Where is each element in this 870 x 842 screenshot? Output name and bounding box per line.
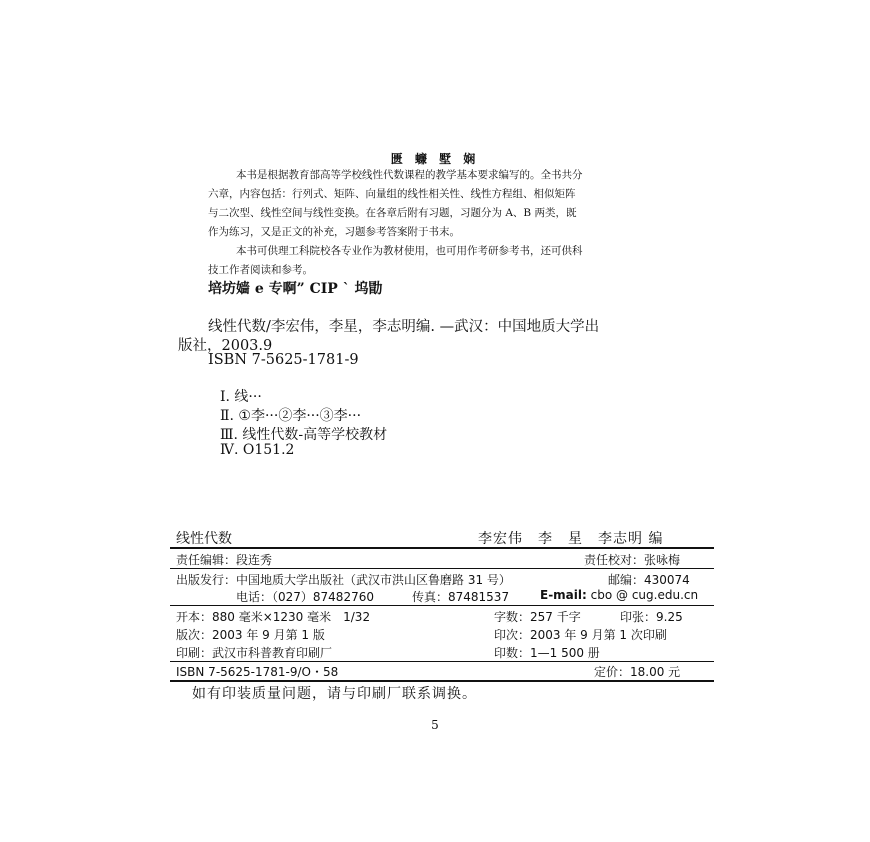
imprint-proofreader: 责任校对：张咏梅 (584, 553, 681, 567)
imprint-sheets: 印张：9.25 (620, 610, 683, 624)
cip-class-2: Ⅱ. ①李···②李···③李··· (220, 408, 362, 424)
page-number: 5 (431, 718, 439, 732)
imprint-rule-2 (170, 605, 714, 606)
imprint-print-run: 印次：2003 年 9 月第 1 次印刷 (494, 628, 667, 642)
cip-isbn: ISBN 7-5625-1781-9 (208, 352, 359, 368)
summary-paragraph-2-line-1: 本书可供理工科院校各专业作为教材使用，也可用作考研参考书，还可供科 (236, 245, 583, 257)
cip-class-3: Ⅲ. 线性代数-高等学校教材 (220, 427, 388, 443)
cip-class-4: Ⅳ. O151.2 (220, 442, 295, 458)
cip-line-2: 版社，2003.9 (178, 338, 273, 354)
cip-heading: 培坊嫱 e 专啊” CIP ` 坞勖 (208, 281, 383, 297)
imprint-rule-3 (170, 661, 714, 662)
imprint-postcode: 邮编：430074 (608, 573, 690, 587)
imprint-format: 开本：880 毫米×1230 毫米 1/32 (176, 610, 371, 624)
notice-text: 如有印装质量问题，请与印刷厂联系调换。 (192, 686, 477, 702)
imprint-edition: 版次：2003 年 9 月第 1 版 (176, 628, 325, 642)
imprint-rule-1 (170, 568, 714, 569)
imprint-bottom-rule (170, 680, 714, 682)
imprint-isbn: ISBN 7-5625-1781-9/O・58 (176, 665, 339, 679)
summary-heading: 匮 蠊 墅 娴 (390, 152, 480, 166)
summary-paragraph-1-line-3: 与二次型、线性空间与线性变换。在各章后附有习题，习题分为 A、B 两类，既 (208, 207, 577, 219)
imprint-top-rule (170, 547, 714, 549)
summary-paragraph-2-line-2: 技工作者阅读和参考。 (208, 264, 313, 276)
imprint-copies: 印数：1—1 500 册 (494, 646, 600, 660)
imprint-publisher: 出版发行：中国地质大学出版社（武汉市洪山区鲁磨路 31 号） (176, 573, 511, 587)
imprint-authors: 李宏伟 李 星 李志明 编 (478, 531, 664, 547)
imprint-email (540, 588, 698, 602)
cip-line-1: 线性代数/李宏伟，李星，李志明编. —武汉：中国地质大学出 (208, 319, 600, 335)
imprint-fax: 传真：87481537 (412, 590, 510, 604)
imprint-book-title: 线性代数 (176, 531, 232, 547)
imprint-email-value: cbo @ cug.edu.cn (590, 588, 699, 602)
imprint-email-label: E-mail: (540, 588, 587, 602)
summary-paragraph-1-line-2: 六章，内容包括：行列式、矩阵、向量组的线性相关性、线性方程组、相似矩阵 (208, 188, 576, 200)
imprint-printer: 印刷：武汉市科普教育印刷厂 (176, 646, 333, 660)
cip-class-1: Ⅰ. 线··· (220, 389, 262, 405)
imprint-word-count: 字数：257 千字 (494, 610, 581, 624)
imprint-editor: 责任编辑：段连秀 (176, 553, 273, 567)
summary-paragraph-1-line-1: 本书是根据教育部高等学校线性代数课程的教学基本要求编写的。全书共分 (236, 169, 583, 181)
summary-paragraph-1-line-4: 作为练习，又是正文的补充，习题参考答案附于书末。 (208, 226, 460, 238)
imprint-phone: 电话：（027）87482760 (236, 590, 374, 604)
imprint-price: 定价：18.00 元 (594, 665, 681, 679)
